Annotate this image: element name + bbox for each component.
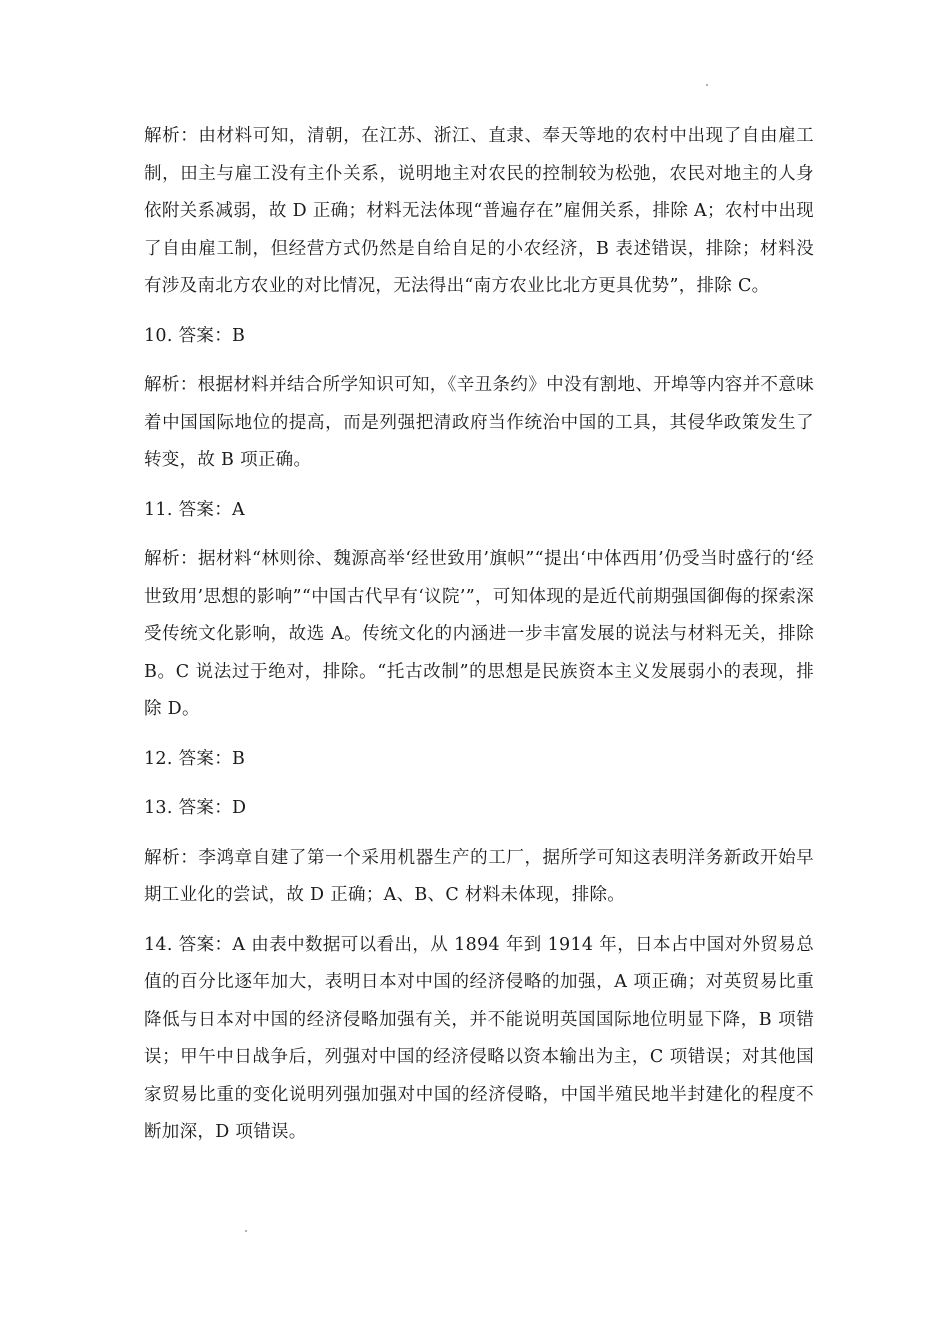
page-mark-top [706, 84, 708, 86]
answer-q10: 10. 答案：B [144, 325, 246, 346]
analysis-q9: 解析：由材料可知，清朝，在江苏、浙江、直隶、奉天等地的农村中出现了自由雇工制，田主与雇工没有主仆关系，说明地主对农民的控制较为松弛，农民对地主的人身依附关系减弱，故 D 正确；材料无法体现“普遍存在”雇佣关系，排除 A；农村中出现了自由雇工制，但经营方式仍然是自给自足的小农经济，B 表述错误，排除；材料没有涉及南北方农业的对比情况，无法得出“南方农业比北方更具优势”，排除 C。 [144, 126, 814, 296]
answer-q11: 11. 答案：A [144, 499, 245, 520]
analysis-q10: 解析：根据材料并结合所学知识可知，《辛丑条约》中没有割地、开埠等内容并不意味着中国国际地位的提高，而是列强把清政府当作统治中国的工具，其侵华政策发生了转变，故 B 项正确。 [144, 375, 814, 470]
page-mark-bottom [245, 1230, 247, 1232]
analysis-q13: 解析：李鸿章自建了第一个采用机器生产的工厂，据所学可知这表明洋务新政开始早期工业化的尝试，故 D 正确；A、B、C 材料未体现，排除。 [144, 847, 814, 905]
answer-q13: 13. 答案：D [144, 798, 247, 818]
answer-q12: 12. 答案：B [144, 748, 246, 769]
answer-analysis-q14: 14. 答案：A 由表中数据可以看出，从 1894 年到 1914 年，日本占中国对外贸易总值的百分比逐年加大，表明日本对中国的经济侵略的加强，A 项正确；对英贸易比重降低与日本对中国的经济侵略加强有关，并不能说明英国国际地位明显下降，B 项错误；甲午中日战争后，列强对中国的经济侵略以资本输出为主，C 项错误；对其他国家贸易比重的变化说明列强加强对中国的经济侵略，中国半殖民地半封建化的程度不断加深，D 项错误。 [144, 934, 814, 1142]
document-page [144, 118, 814, 1152]
analysis-q11: 解析：据材料“林则徐、魏源高举‘经世致用’旗帜”“提出‘中体西用’仍受当时盛行的‘经世致用’思想的影响”“中国古代早有‘议院’”，可知体现的是近代前期强国御侮的探索深受传统文化影响，故选 A。传统文化的内涵进一步丰富发展的说法与材料无关，排除 B。C 说法过于绝对，排除。“托古改制”的思想是民族资本主义发展弱小的表现，排除 D。 [144, 549, 814, 719]
